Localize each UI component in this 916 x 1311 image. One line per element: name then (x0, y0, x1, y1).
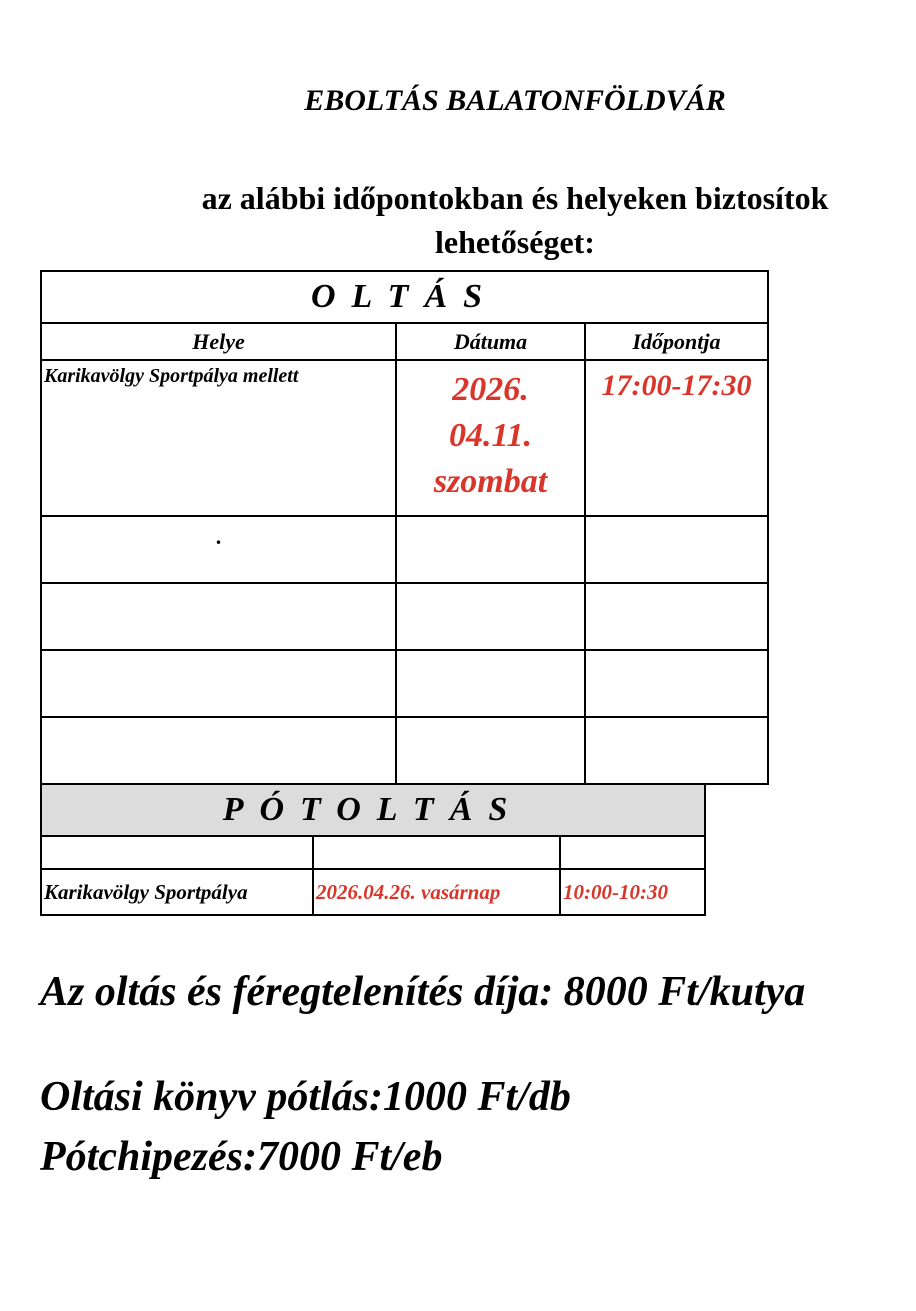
empty-cell (41, 583, 396, 650)
revac-time: 10:00-10:30 (560, 869, 705, 915)
row-date-line-1: 2026. (452, 371, 529, 408)
vaccination-table (40, 270, 769, 785)
intro-text (130, 176, 900, 264)
row-date-line-2: 04.11. (448, 417, 533, 454)
chip-replacement-note: Pótchipezés:7000 Ft/eb (40, 1134, 443, 1180)
empty-cell (585, 583, 768, 650)
empty-cell (396, 583, 585, 650)
intro-line-1: az alábbi időpontokban és helyeken biztosítok (201, 180, 829, 216)
empty-cell (585, 650, 768, 717)
empty-cell (585, 717, 768, 784)
row-place-dot: . (41, 516, 396, 583)
empty-cell (41, 836, 313, 869)
row-place: Karikavölgy Sportpálya mellett (41, 360, 396, 516)
revaccination-table (40, 783, 706, 916)
revac-place: Karikavölgy Sportpálya (41, 869, 313, 915)
empty-cell (396, 516, 585, 583)
row-time: 17:00-17:30 (585, 360, 768, 516)
row-date-line-3: szombat (433, 463, 548, 500)
revac-date: 2026.04.26. vasárnap (313, 869, 560, 915)
table-row (41, 583, 768, 650)
intro-line-2: lehetőséget: (435, 224, 595, 260)
empty-cell (396, 717, 585, 784)
empty-cell (396, 650, 585, 717)
revaccination-caption: PÓTOLTÁS (41, 784, 705, 836)
empty-cell (560, 836, 705, 869)
empty-cell (313, 836, 560, 869)
page-title: EBOLTÁS BALATONFÖLDVÁR (304, 84, 726, 117)
header-time: Időpontja (585, 323, 768, 360)
table-row (41, 650, 768, 717)
header-place: Helye (41, 323, 396, 360)
book-replacement-note: Oltási könyv pótlás:1000 Ft/db (40, 1074, 571, 1120)
header-date: Dátuma (396, 323, 585, 360)
table-row (41, 360, 768, 516)
empty-cell (585, 516, 768, 583)
vaccination-caption: OLTÁS (41, 271, 768, 323)
table-row (41, 516, 768, 583)
fee-note: Az oltás és féregtelenítés díja: 8000 Ft/kutya (40, 969, 806, 1015)
table-row (41, 717, 768, 784)
table-row (41, 869, 705, 915)
row-date (396, 360, 585, 516)
empty-cell (41, 717, 396, 784)
empty-cell (41, 650, 396, 717)
